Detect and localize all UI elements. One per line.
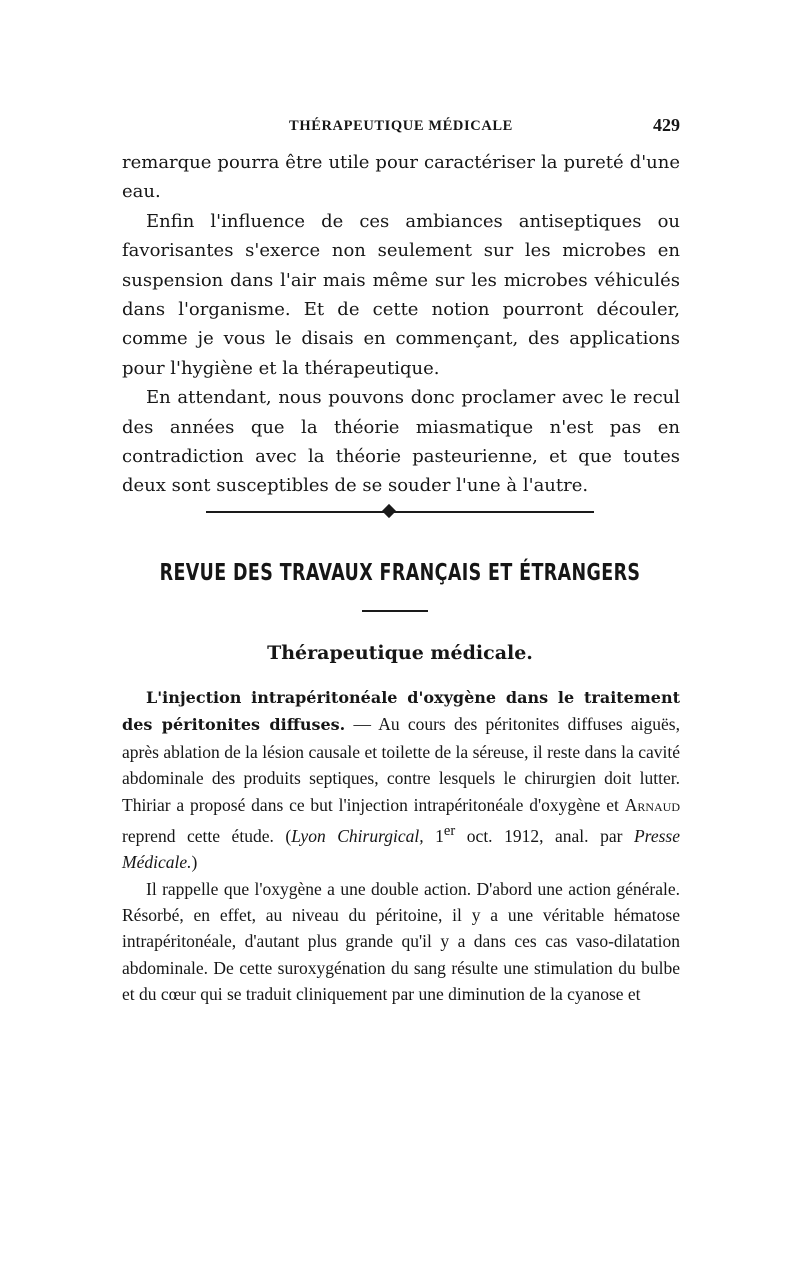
source-date: 1 (423, 825, 444, 846)
article-text: reprend cette étude. ( (122, 825, 292, 846)
ornamental-divider (206, 506, 594, 518)
article-text: — Au cours des péritonites diffuses aiguës, après ablation de la lésion causale et toilette de la séreuse, il reste dans la cavité abdominale des produits septiques, contre lesquels le chirurgien doit lutter. Thiriar a proposé dans ce but l'injection intrapéritonéale d'oxygène et (122, 714, 680, 815)
section-title: REVUE DES TRAVAUX FRANÇAIS ET ÉTRANGERS (159, 560, 641, 586)
continued-text (122, 148, 680, 501)
source-date: oct. 1912, anal. par (455, 825, 634, 846)
paragraph: remarque pourra être utile pour caractériser la pureté d'une eau. (122, 152, 680, 203)
article-body (122, 684, 680, 1008)
page-header (122, 115, 680, 140)
author-name: Arnaud (624, 794, 680, 815)
diamond-ornament-icon (382, 504, 396, 518)
source-close: ) (191, 852, 198, 873)
subsection-title: Thérapeutique médicale. (267, 642, 533, 664)
paragraph: Enfin l'influence de ces ambiances antiseptiques ou favorisantes s'exerce non seulement sur les microbes en suspension dans l'air mais même sur les microbes véhiculés dans l'organisme. Et de cette notion pourront découler, comme je vous le disais en commençant, des applications pour l'hygiène et la thérapeutique. (122, 210, 680, 379)
page-number: 429 (653, 115, 680, 135)
source-journal: Lyon Chirurgical, (291, 825, 424, 846)
article-title: L'injection intrapéritonéale d'oxygène dans le traitement des péritonites diffuses. (122, 688, 680, 735)
divider-line (206, 511, 594, 513)
source-review: Presse Médicale. (122, 825, 680, 873)
article-paragraph (122, 684, 680, 876)
source-date-superscript: er (443, 823, 456, 840)
section-divider (362, 610, 428, 612)
running-title: THÉRAPEUTIQUE MÉDICALE (289, 118, 513, 134)
article-paragraph: Il rappelle que l'oxygène a une double action. D'abord une action générale. Résorbé, en effet, au niveau du péritoine, il y a une véritable hématose intrapéritonéale, d'autant plus grande qu'il y a dans ces cas vaso-dilatation abdominale. De cette suroxygénation du sang résulte une stimulation du bulbe et du cœur qui se traduit cliniquement par une diminution de la cyanose et (122, 878, 680, 1005)
paragraph: En attendant, nous pouvons donc proclamer avec le recul des années que la théorie miasmatique n'est pas en contradiction avec la théorie pasteurienne, et que toutes deux sont susceptibles de se souder l'une à l'autre. (122, 387, 680, 497)
